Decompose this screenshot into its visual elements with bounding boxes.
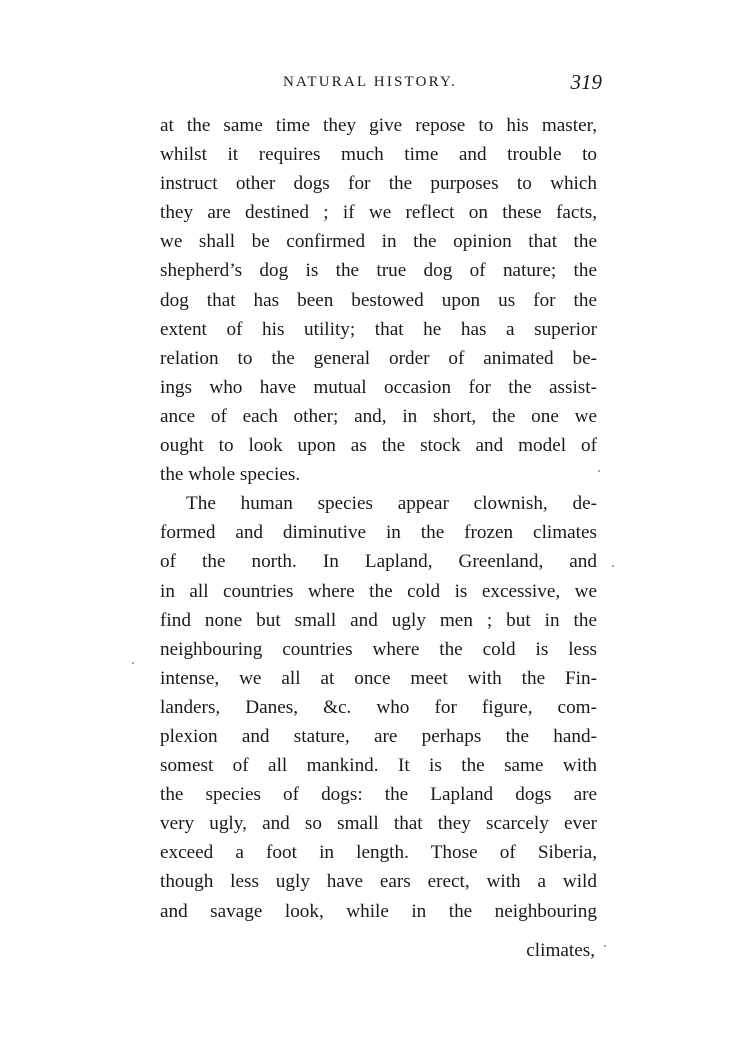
running-title: NATURAL HISTORY. xyxy=(283,74,458,90)
paper-speck xyxy=(604,945,606,947)
text-line: landers, Danes, &c. who for figure, com- xyxy=(160,696,597,718)
text-line: relation to the general order of animated be- xyxy=(160,347,597,369)
text-line: very ugly, and so small that they scarcely ever xyxy=(160,813,597,835)
text-line: whilst it requires much time and trouble to xyxy=(160,144,597,166)
paragraph-1 xyxy=(160,111,597,489)
body-text xyxy=(160,111,597,926)
text-line: we shall be confirmed in the opinion that the xyxy=(160,231,597,253)
text-line: somest of all mankind. It is the same with xyxy=(160,755,597,777)
text-line: ance of each other; and, in short, the one we xyxy=(160,405,597,427)
text-line: instruct other dogs for the purposes to which xyxy=(160,173,597,195)
text-line: of the north. In Lapland, Greenland, and xyxy=(160,551,597,573)
text-line: find none but small and ugly men ; but in the xyxy=(160,609,597,631)
text-line: formed and diminutive in the frozen climates xyxy=(160,522,597,544)
text-line: plexion and stature, are perhaps the hand- xyxy=(160,725,597,747)
text-line: and savage look, while in the neighbouring xyxy=(160,900,597,922)
text-line: the species of dogs: the Lapland dogs are xyxy=(160,784,597,806)
text-line: in all countries where the cold is excessive, we xyxy=(160,580,597,602)
text-line: extent of his utility; that he has a superior xyxy=(160,318,597,340)
running-head xyxy=(158,70,602,100)
text-line: intense, we all at once meet with the Fin- xyxy=(160,667,597,689)
paper-speck xyxy=(612,565,614,567)
catchword: climates, xyxy=(526,940,595,961)
paper-speck xyxy=(132,662,134,664)
text-line: they are destined ; if we reflect on these facts, xyxy=(160,202,597,224)
text-line: at the same time they give repose to his master, xyxy=(160,115,597,136)
text-line: shepherd’s dog is the true dog of nature; the xyxy=(160,260,597,282)
paragraph-2 xyxy=(160,489,597,925)
text-line: though less ugly have ears erect, with a wild xyxy=(160,871,597,893)
text-line: ings who have mutual occasion for the assist- xyxy=(160,376,597,398)
text-line: The human species appear clownish, de- xyxy=(186,493,597,515)
text-line: exceed a foot in length. Those of Siberia, xyxy=(160,842,597,864)
text-line: ought to look upon as the stock and model of xyxy=(160,435,597,457)
paper-speck xyxy=(598,470,600,472)
text-line: the whole species. xyxy=(160,464,301,486)
text-line: dog that has been bestowed upon us for the xyxy=(160,289,597,311)
text-line: neighbouring countries where the cold is less xyxy=(160,638,597,660)
page-number: 319 xyxy=(570,70,602,94)
